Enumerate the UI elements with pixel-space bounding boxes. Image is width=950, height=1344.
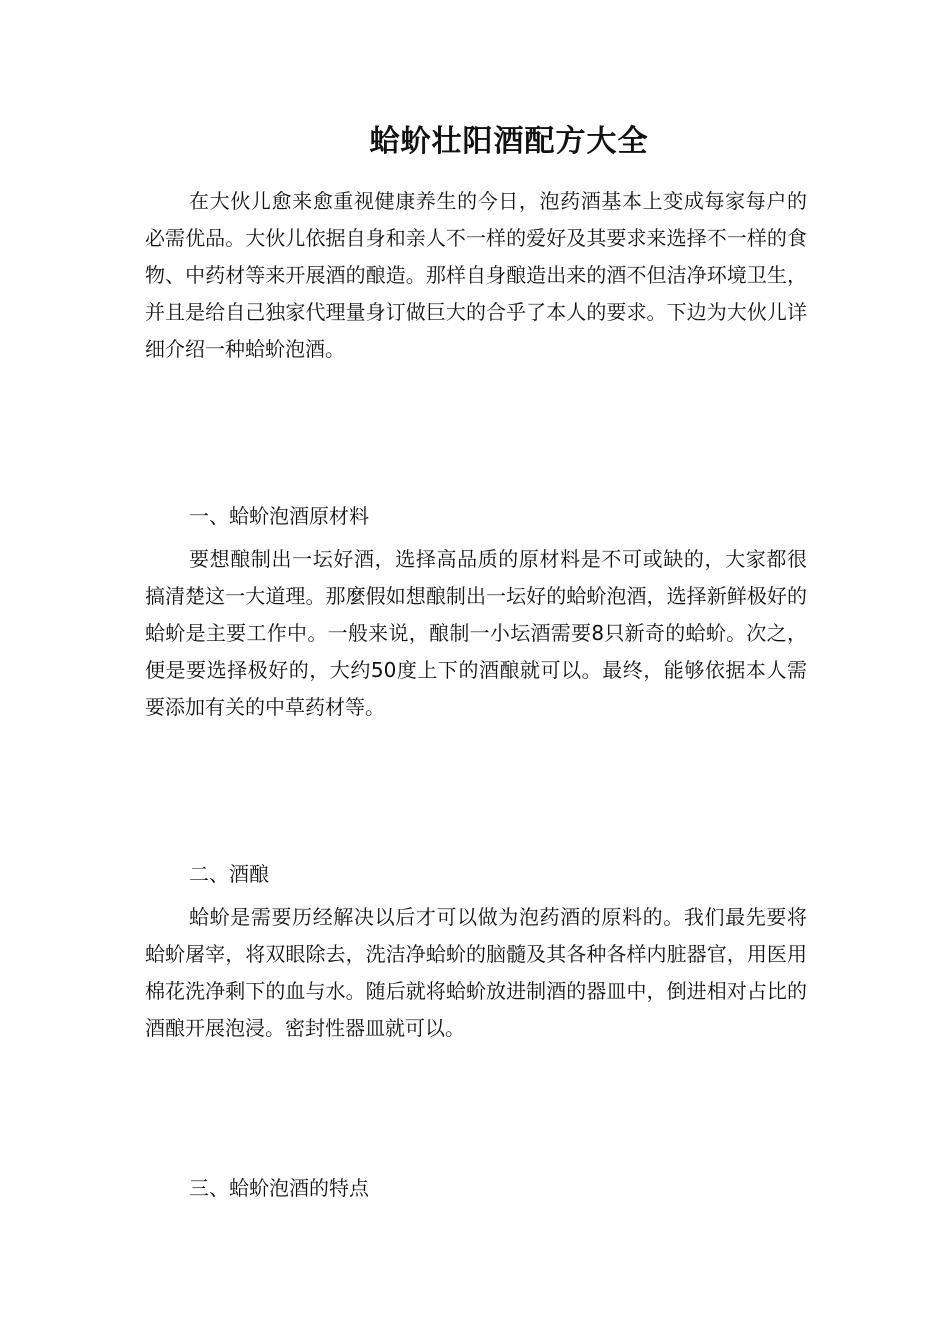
section-heading-materials: 一、蛤蚧泡酒原材料 (189, 504, 369, 528)
section-heading-wine: 二、酒酿 (189, 862, 269, 886)
section-heading-features: 三、蛤蚧泡酒的特点 (189, 1176, 369, 1200)
intro-paragraph: 在大伙儿愈来愈重视健康养生的今日，泡药酒基本上变成每家每户的必需优品。大伙儿依据自身和亲人不一样的爱好及其要求来选择不一样的食物、中药材等来开展酒的酿造。那样自身酿造出来的酒不但洁净环境卫生，并且是给自己独家代理量身订做巨大的合乎了本人的要求。下边为大伙儿详细介绍一种蛤蚧泡酒。 (145, 189, 807, 361)
document-title: 蛤蚧壮阳酒配方大全 (369, 124, 649, 159)
section-body-wine: 蛤蚧是需要历经解决以后才可以做为泡药酒的原料的。我们最先要将蛤蚧屠宰，将双眼除去，洗洁净蛤蚧的脑髓及其各种各样内脏器官，用医用棉花洗净剩下的血与水。随后就将蛤蚧放进制酒的器皿中，倒进相对占比的酒酿开展泡浸。密封性器皿就可以。 (145, 905, 807, 1040)
section-body-materials: 要想酿制出一坛好酒，选择高品质的原材料是不可或缺的，大家都很搞清楚这一大道理。那麼假如想酿制出一坛好的蛤蚧泡酒，选择新鲜极好的蛤蚧是主要工作中。一般来说，酿制一小坛酒需要8只新奇的蛤蚧。次之，便是要选择极好的，大约50度上下的酒酿就可以。最终，能够依据本人需要添加有关的中草药材等。 (145, 547, 807, 719)
